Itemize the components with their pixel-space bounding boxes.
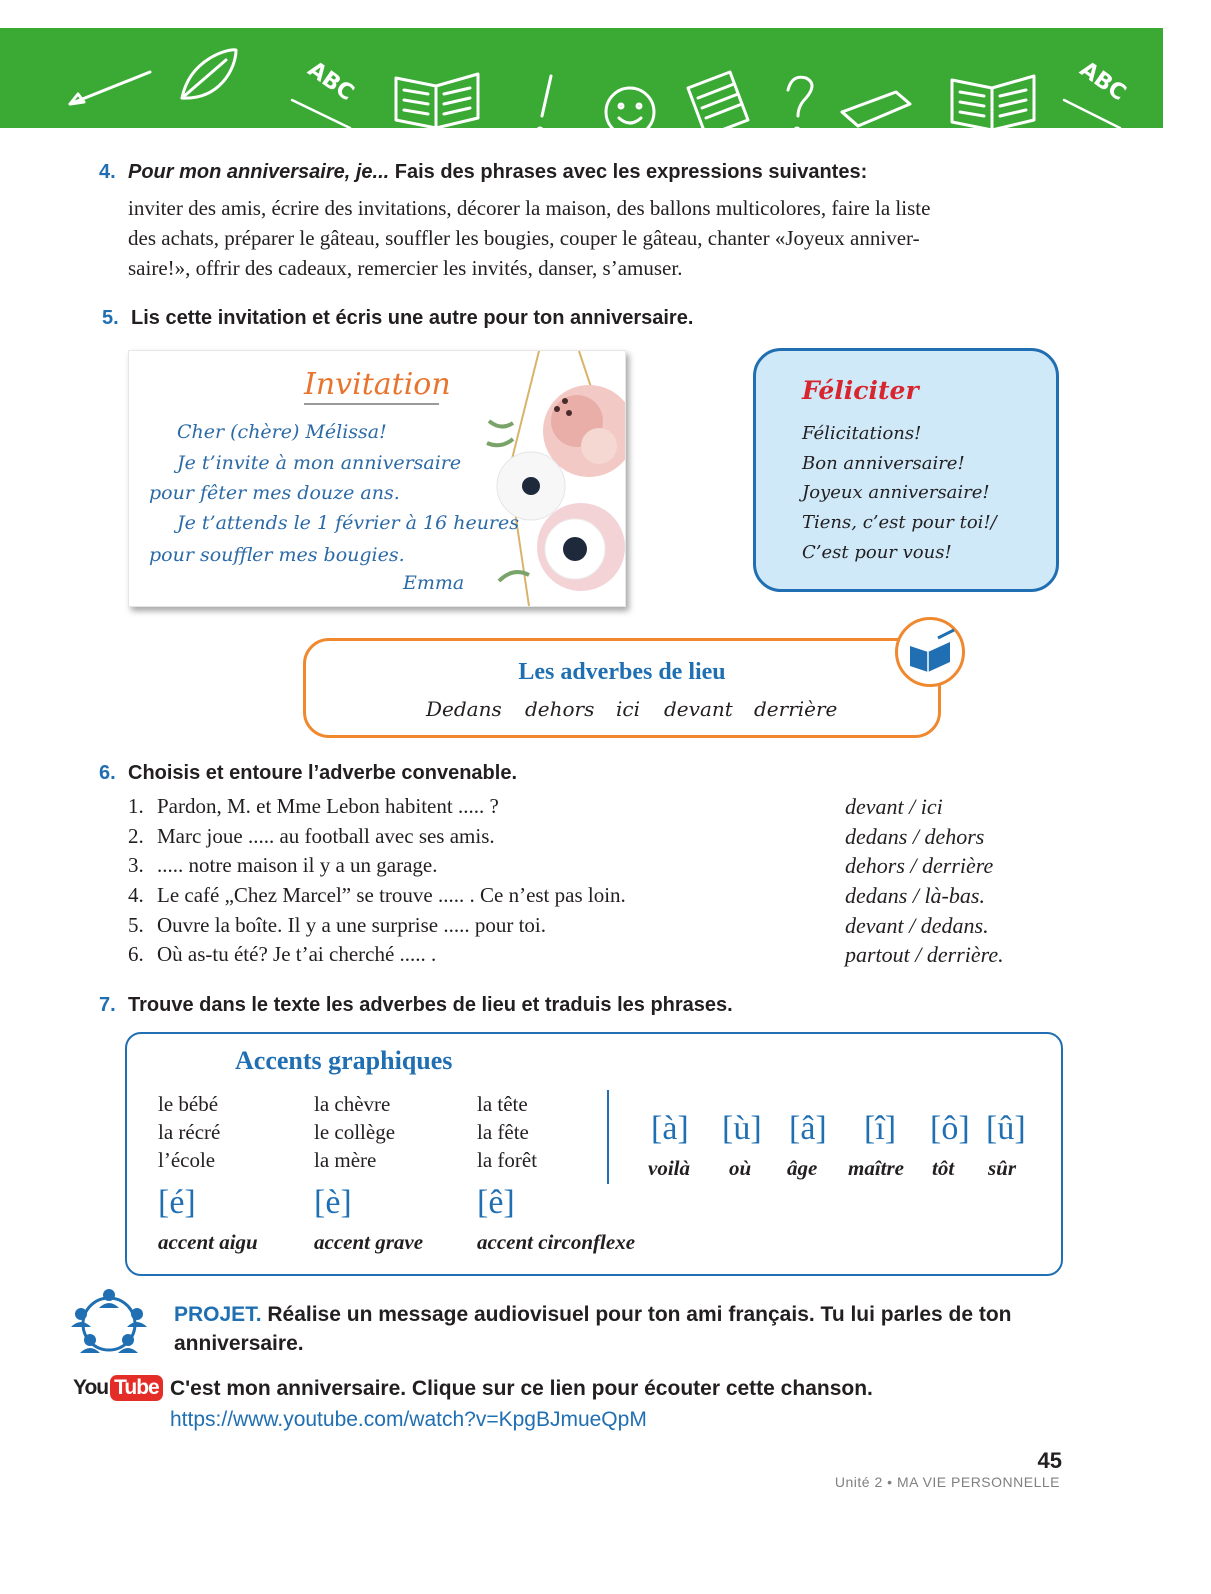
accent-label: accent circonflexe [477,1230,636,1254]
book-badge [895,617,965,687]
exercise-4-title [128,161,867,184]
exercise-7-number: 7. [99,994,116,1016]
feliciter-title: Féliciter [802,376,919,405]
exercise-5-title: Lis cette invitation et écris une autre pour ton anniversaire. [131,307,694,329]
youtube-logo-you: You [73,1376,109,1399]
youtube-logo-tube: Tube [110,1375,163,1401]
flower-decoration [469,351,625,606]
page-footer: Unité 2 • MA VIE PERSONNELLE [834,1474,1060,1490]
accent-symbol: [â] [789,1110,827,1147]
exercise-6-title: Choisis et entoure l’adverbe convenable. [128,762,518,784]
exercise-6-item-text: Pardon, M. et Mme Lebon habitent ..... ? [157,794,499,818]
youtube-link[interactable]: https://www.youtube.com/watch?v=KpgBJmueQpM [170,1408,647,1431]
exclamation-icon [538,76,551,128]
accent-symbol: [é] [158,1184,196,1221]
youtube-logo [73,1375,163,1407]
accent-example: tôt [932,1156,955,1180]
header-banner [0,28,1163,128]
exercise-6-item-number: 3. [128,853,144,877]
invitation-line: pour fêter mes douze ans. [149,482,400,504]
exercise-6-item-text: Le café „Chez Marcel” se trouve ..... . Ce n’est pas loin. [157,883,626,907]
exercise-6-item-choices: partout / derrière. [845,942,1004,967]
exercise-6-item-text: ..... notre maison il y a un garage. [157,853,438,877]
exercise-6-item-number: 5. [128,913,144,937]
accent-word: la récré [158,1120,221,1144]
accent-word: le collège [314,1120,396,1144]
invitation-line: Je t’attends le 1 février à 16 heures [177,512,520,534]
smiley-icon [606,88,654,128]
accent-word: la fête [477,1120,529,1144]
abc-icon [1064,57,1130,128]
accent-example: sûr [988,1156,1017,1180]
accent-symbol: [ù] [722,1110,762,1147]
exercise-6-item-number: 1. [128,794,144,818]
accent-example: où [729,1156,752,1180]
accent-symbol: [û] [986,1110,1026,1147]
exercise-6-item-choices: dedans / là-bas. [845,883,985,908]
exercise-6-item-text: Ouvre la boîte. Il y a une surprise ..... pour toi. [157,913,546,937]
adverbe-word: devant [664,697,733,721]
school-doodles [0,28,1163,128]
accent-label: accent aigu [158,1230,258,1254]
exercise-4-number: 4. [99,161,116,183]
feliciter-item: Tiens, c’est pour toi!/ [802,512,997,533]
svg-text:ABC: ABC [1075,56,1131,106]
exercise-6-item-choices: dehors / derrière [845,853,994,878]
exercise-6-item-number: 4. [128,883,144,907]
adverbes-box [303,638,941,738]
eraser-icon [842,92,910,126]
exercise-6-item-number: 2. [128,824,144,848]
accent-word: le bébé [158,1092,219,1116]
feliciter-item: C’est pour vous! [802,542,952,563]
projet-text [174,1300,1074,1358]
accent-example: maître [848,1156,904,1180]
notepad-icon [688,72,748,128]
expressions-line: saire!», offrir des cadeaux, remercier les invités, danser, s’amuser. [128,256,683,280]
adverbe-word: derrière [754,697,838,721]
accent-word: la chèvre [314,1092,391,1116]
invitation-line: Cher (chère) Mélissa! [177,421,387,443]
exercise-4-expressions [128,193,930,283]
accent-word: la forêt [477,1148,538,1172]
feliciter-item: Bon anniversaire! [802,453,965,474]
exercise-6-number: 6. [99,762,116,784]
expressions-line: inviter des amis, écrire des invitations, décorer la maison, des ballons multicolores, faire la liste [128,196,931,220]
book-icon [396,74,478,128]
expressions-line: des achats, préparer le gâteau, souffler les bougies, couper le gâteau, chanter «Joyeux anniver- [128,226,920,250]
group-project-icon [70,1288,148,1358]
svg-text:ABC: ABC [303,56,359,106]
invitation-title: Invitation [304,367,451,402]
adverbe-word: ici [616,697,640,721]
exercise-7-title: Trouve dans le texte les adverbes de lieu et traduis les phrases. [128,994,733,1016]
exercise-4-title-italic: Pour mon anniversaire, je... [128,161,390,183]
accents-box [125,1032,1063,1276]
adverbes-title: Les adverbes de lieu [518,659,726,685]
accents-title: Accents graphiques [235,1046,453,1075]
question-icon [788,77,812,128]
exercise-6-item-number: 6. [128,942,144,966]
accent-symbol: [ê] [477,1184,515,1221]
feliciter-item: Félicitations! [802,423,922,444]
invitation-title-underline [304,403,439,405]
invitation-signature: Emma [403,572,465,594]
exercise-6-item-text: Marc joue ..... au football avec ses amis. [157,824,495,848]
book-icon [952,76,1034,128]
projet-label: PROJET. [174,1303,262,1326]
exercise-6-item-choices: dedans / dehors [845,824,985,849]
accent-symbol: [è] [314,1184,352,1221]
exercise-6-item-choices: devant / dedans. [845,913,989,938]
accent-symbol: [ô] [930,1110,970,1147]
adverbe-word: Dedans [426,697,502,721]
exercise-6-item-text: Où as-tu été? Je t’ai cherché ..... . [157,942,437,966]
adverbe-word: dehors [525,697,595,721]
accent-symbol: [î] [864,1110,897,1147]
accent-word: l’école [158,1148,216,1172]
accent-word: la mère [314,1148,377,1172]
youtube-text: C'est mon anniversaire. Clique sur ce lien pour écouter cette chanson. [170,1377,873,1400]
feliciter-box [753,348,1059,592]
exercise-4-title-rest: Fais des phrases avec les expressions suivantes: [389,161,868,183]
page-number: 45 [1037,1448,1062,1473]
abc-icon [292,57,358,128]
leaf-icon [182,50,236,98]
invitation-line: pour souffler mes bougies. [149,544,405,566]
invitation-card [128,350,626,607]
exercise-6-item-choices: devant / ici [845,794,943,819]
accent-label: accent grave [314,1230,424,1254]
accent-word: la tête [477,1092,528,1116]
feliciter-item: Joyeux anniversaire! [802,482,990,503]
brush-icon [70,72,150,104]
book-icon [898,620,962,684]
invitation-line: Je t’invite à mon anniversaire [177,452,462,474]
accent-example: voilà [648,1156,690,1180]
exercise-5-number: 5. [102,307,119,329]
projet-body: Réalise un message audiovisuel pour ton ami français. Tu lui parles de ton anniversaire. [174,1303,1012,1355]
accent-example: âge [787,1156,818,1180]
accent-symbol: [à] [651,1110,689,1147]
accents-divider [607,1090,609,1184]
